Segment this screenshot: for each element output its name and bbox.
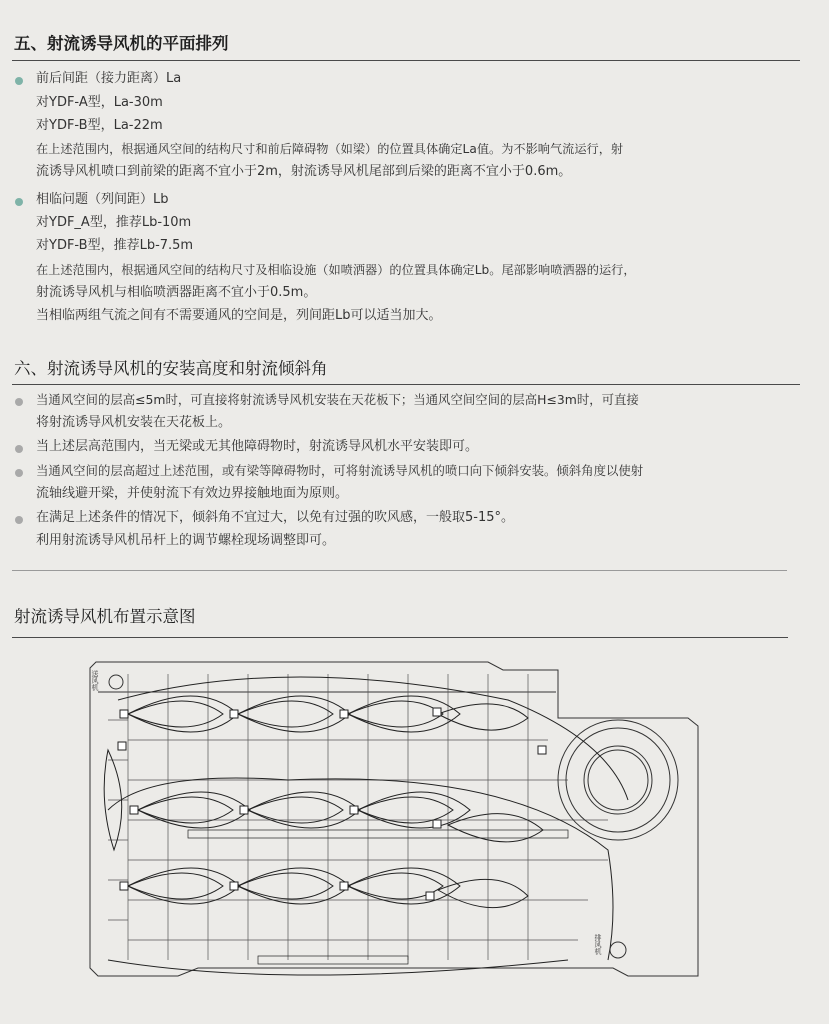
- item-heading: 相临问题（列间距）Lb: [36, 192, 169, 207]
- diagram-title: 射流诱导风机布置示意图: [14, 607, 196, 626]
- bullet-icon: [15, 445, 23, 453]
- text-line: 对YDF-B型，推荐Lb-7.5m: [36, 238, 194, 253]
- text-line: 将射流诱导风机安装在天花板上。: [36, 415, 232, 430]
- text-line: 当通风空间的层高≤5m时，可直接将射流诱导风机安装在天花板下；当通风空间空间的层高H≤3m时，可直接: [36, 392, 639, 407]
- bullet-icon: [15, 77, 23, 85]
- text-line: 当相临两组气流之间有不需要通风的空间是，列间距Lb可以适当加大。: [36, 308, 442, 323]
- exhaust-fan-label: 排风机: [594, 934, 602, 955]
- fan-layout-drawing: [88, 660, 728, 1010]
- text-line: 在上述范围内，根据通风空间的结构尺寸及相临设施（如喷洒器）的位置具体确定Lb。尾部影响喷洒器的运行，: [36, 263, 636, 277]
- text-line: 对YDF_A型，推荐Lb-10m: [36, 215, 192, 230]
- text-line: 当上述层高范围内，当无梁或无其他障碍物时，射流诱导风机水平安装即可。: [36, 439, 479, 454]
- text-line: 在满足上述条件的情况下，倾斜角不宜过大，以免有过强的吹风感，一般取5-15°。: [36, 510, 515, 525]
- bullet-icon: [15, 398, 23, 406]
- section5-title: 五、射流诱导风机的平面排列: [14, 34, 229, 53]
- section6-rule: [12, 384, 800, 385]
- text-line: 对YDF-A型，La-30m: [36, 95, 163, 110]
- item-heading: 前后间距（接力距离）La: [36, 71, 182, 86]
- text-line: 利用射流诱导风机吊杆上的调节螺栓现场调整即可。: [36, 533, 336, 548]
- text-line: 射流诱导风机与相临喷洒器距离不宜小于0.5m。: [36, 285, 317, 300]
- section6-title: 六、射流诱导风机的安装高度和射流倾斜角: [14, 359, 328, 378]
- section6-bottom-rule: [12, 570, 787, 571]
- text-line: 流诱导风机喷口到前梁的距离不宜小于2m，射流诱导风机尾部到后梁的距离不宜小于0.6m。: [36, 164, 572, 179]
- diagram-rule: [12, 637, 788, 638]
- text-line: 在上述范围内，根据通风空间的结构尺寸和前后障碍物（如梁）的位置具体确定La值。为不影响气流运行，射: [36, 142, 624, 156]
- fan-layout-diagram: [88, 660, 728, 1010]
- text-line: 对YDF-B型，La-22m: [36, 118, 163, 133]
- section5-rule: [12, 60, 800, 61]
- supply-fan-label: 送风机: [91, 670, 99, 691]
- text-line: 流轴线避开梁，并使射流下有效边界接触地面为原则。: [36, 486, 349, 501]
- text-line: 当通风空间的层高超过上述范围，或有梁等障碍物时，可将射流诱导风机的喷口向下倾斜安装。倾斜角度以使射: [36, 463, 644, 478]
- bullet-icon: [15, 198, 23, 206]
- bullet-icon: [15, 469, 23, 477]
- bullet-icon: [15, 516, 23, 524]
